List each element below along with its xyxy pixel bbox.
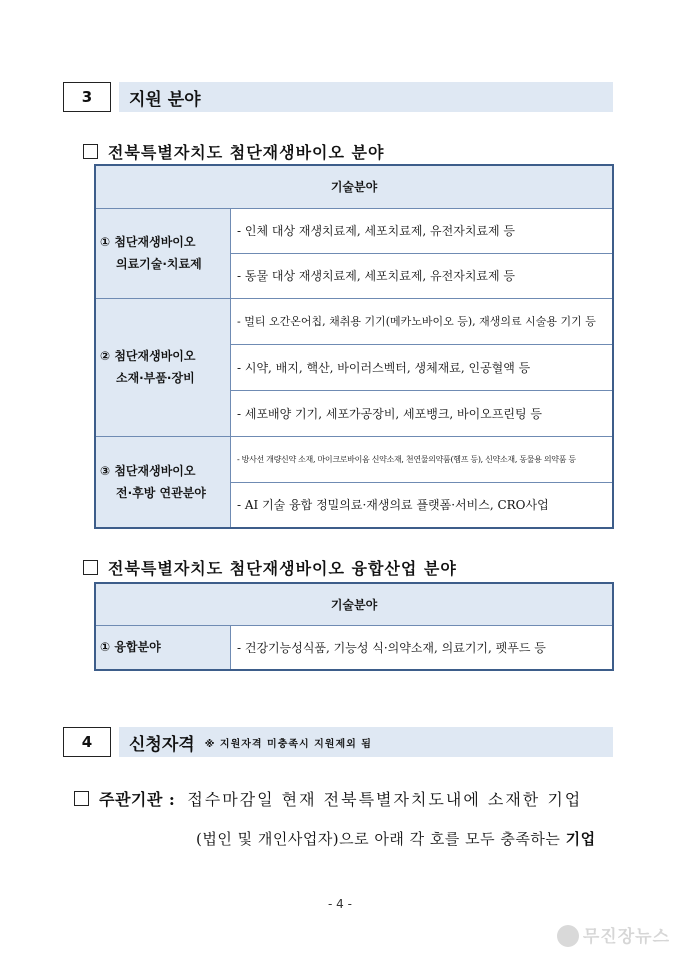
heading-text: 전북특별자치도 첨단재생바이오 융합산업 분야 (108, 559, 457, 578)
category-cell (95, 298, 231, 436)
tech-item: - 세포배양 기기, 세포가공장비, 세포뱅크, 바이오프린팅 등 (231, 390, 614, 436)
section-number: 4 (63, 727, 111, 757)
tech-item: - 시약, 배지, 핵산, 바이러스벡터, 생체재료, 인공혈액 등 (231, 344, 614, 390)
category-name-sub: 소재·부품·장비 (116, 371, 195, 385)
category-cell (95, 436, 231, 528)
watermark-text: 무진장뉴스 (582, 927, 670, 947)
watermark (557, 922, 670, 947)
tech-item: - AI 기술 융합 정밀의료·재생의료 플랫폼·서비스, CRO사업 (231, 482, 614, 528)
checkbox-square-icon (83, 560, 98, 575)
category-name: ① 첨단재생바이오 (100, 235, 196, 249)
page-number: - 4 - (328, 897, 352, 911)
heading-text: 전북특별자치도 첨단재생바이오 분야 (108, 143, 385, 162)
eligibility-label: 주관기관 : (99, 790, 176, 809)
table-header: 기술분야 (95, 583, 613, 625)
section-title-bar (119, 727, 613, 757)
section-title: 신청자격 (129, 734, 195, 755)
tech-field-table-2 (94, 582, 614, 671)
tech-item: - 멀티 오간온어칩, 채취용 기기(메카노바이오 등), 재생의료 시술용 기기 등 (231, 298, 614, 344)
eligibility-text-cont: (법인 및 개인사업자)으로 아래 각 호를 모두 충족하는 (196, 830, 561, 848)
section-title-bar (119, 82, 613, 112)
watermark-logo-icon (557, 925, 579, 947)
tech-item: - 동물 대상 재생치료제, 세포치료제, 유전자치료제 등 (231, 253, 614, 298)
subsection-heading-1 (83, 140, 384, 163)
eligibility-line-1 (74, 787, 582, 810)
category-name-sub: 의료기술·치료제 (116, 257, 202, 271)
category-name-sub: 전·후방 연관분야 (116, 485, 206, 500)
eligibility-line-2 (196, 828, 596, 849)
table-header: 기술분야 (95, 165, 613, 208)
subsection-heading-2 (83, 556, 457, 579)
checkbox-square-icon (83, 144, 98, 159)
category-name: ③ 첨단재생바이오 (100, 463, 196, 478)
eligibility-text-bold: 기업 (565, 830, 596, 848)
section-note: ※ 지원자격 미충족시 지원제외 됨 (204, 738, 372, 750)
section-number: 3 (63, 82, 111, 112)
eligibility-text: 접수마감일 현재 전북특별자치도내에 소재한 기업 (187, 790, 583, 809)
tech-item: - 방사선 개량신약 소재, 마이크로바이옴 신약소재, 천연물의약품(헴프 등), 신약소재, 동물용 의약품 등 (231, 436, 614, 482)
tech-item: - 인체 대상 재생치료제, 세포치료제, 유전자치료제 등 (231, 208, 614, 253)
tech-item: - 건강기능성식품, 기능성 식·의약소재, 의료기기, 펫푸드 등 (231, 625, 614, 670)
checkbox-square-icon (74, 791, 89, 806)
category-name: ② 첨단재생바이오 (100, 349, 196, 363)
category-name: ① 융합분야 (100, 640, 161, 655)
tech-field-table-1 (94, 164, 614, 529)
section-title: 지원 분야 (129, 89, 201, 110)
category-cell (95, 208, 231, 298)
category-cell (95, 625, 231, 670)
